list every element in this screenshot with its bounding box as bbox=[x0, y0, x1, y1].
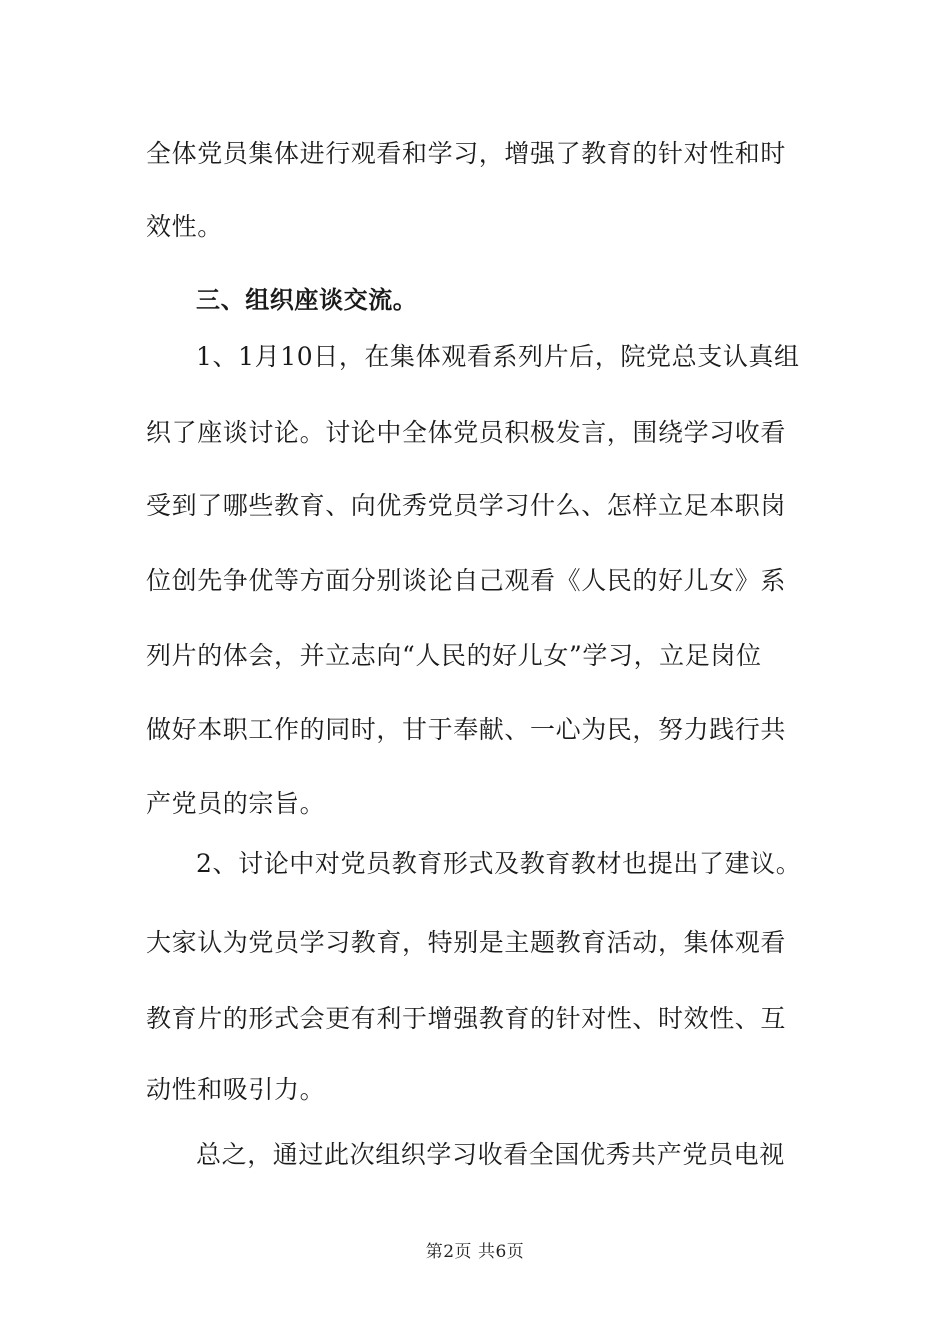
body-text-line: 大家认为党员学习教育，特别是主题教育活动，集体观看 bbox=[146, 928, 787, 957]
body-text-line: 总之，通过此次组织学习收看全国优秀共产党员电视 bbox=[196, 1140, 785, 1169]
body-text-line: 做好本职工作的同时，甘于奉献、一心为民，努力践行共 bbox=[146, 715, 787, 744]
body-text-line: 2、讨论中对党员教育形式及教育教材也提出了建议。 bbox=[196, 849, 802, 878]
body-text-line: 动性和吸引力。 bbox=[146, 1075, 326, 1104]
body-text-line: 教育片的形式会更有利于增强教育的针对性、时效性、互 bbox=[146, 1004, 787, 1033]
body-text-line: 产党员的宗旨。 bbox=[146, 789, 326, 818]
body-text-line: 全体党员集体进行观看和学习，增强了教育的针对性和时 bbox=[146, 139, 787, 168]
body-text-line: 织了座谈讨论。讨论中全体党员积极发言，围绕学习收看 bbox=[146, 418, 787, 447]
body-text-line: 1、1月10日，在集体观看系列片后，院党总支认真组 bbox=[196, 342, 800, 371]
body-text-line: 效性。 bbox=[146, 212, 223, 241]
body-text-line: 受到了哪些教育、向优秀党员学习什么、怎样立足本职岗 bbox=[146, 491, 787, 520]
section-heading: 三、组织座谈交流。 bbox=[196, 286, 418, 314]
body-text-line: 列片的体会，并立志向“人民的好儿女”学习，立足岗位 bbox=[146, 641, 762, 670]
body-text-line: 位创先争优等方面分别谈论自己观看《人民的好儿女》系 bbox=[146, 566, 787, 595]
page-footer: 第2页 共6页 bbox=[425, 1242, 525, 1262]
